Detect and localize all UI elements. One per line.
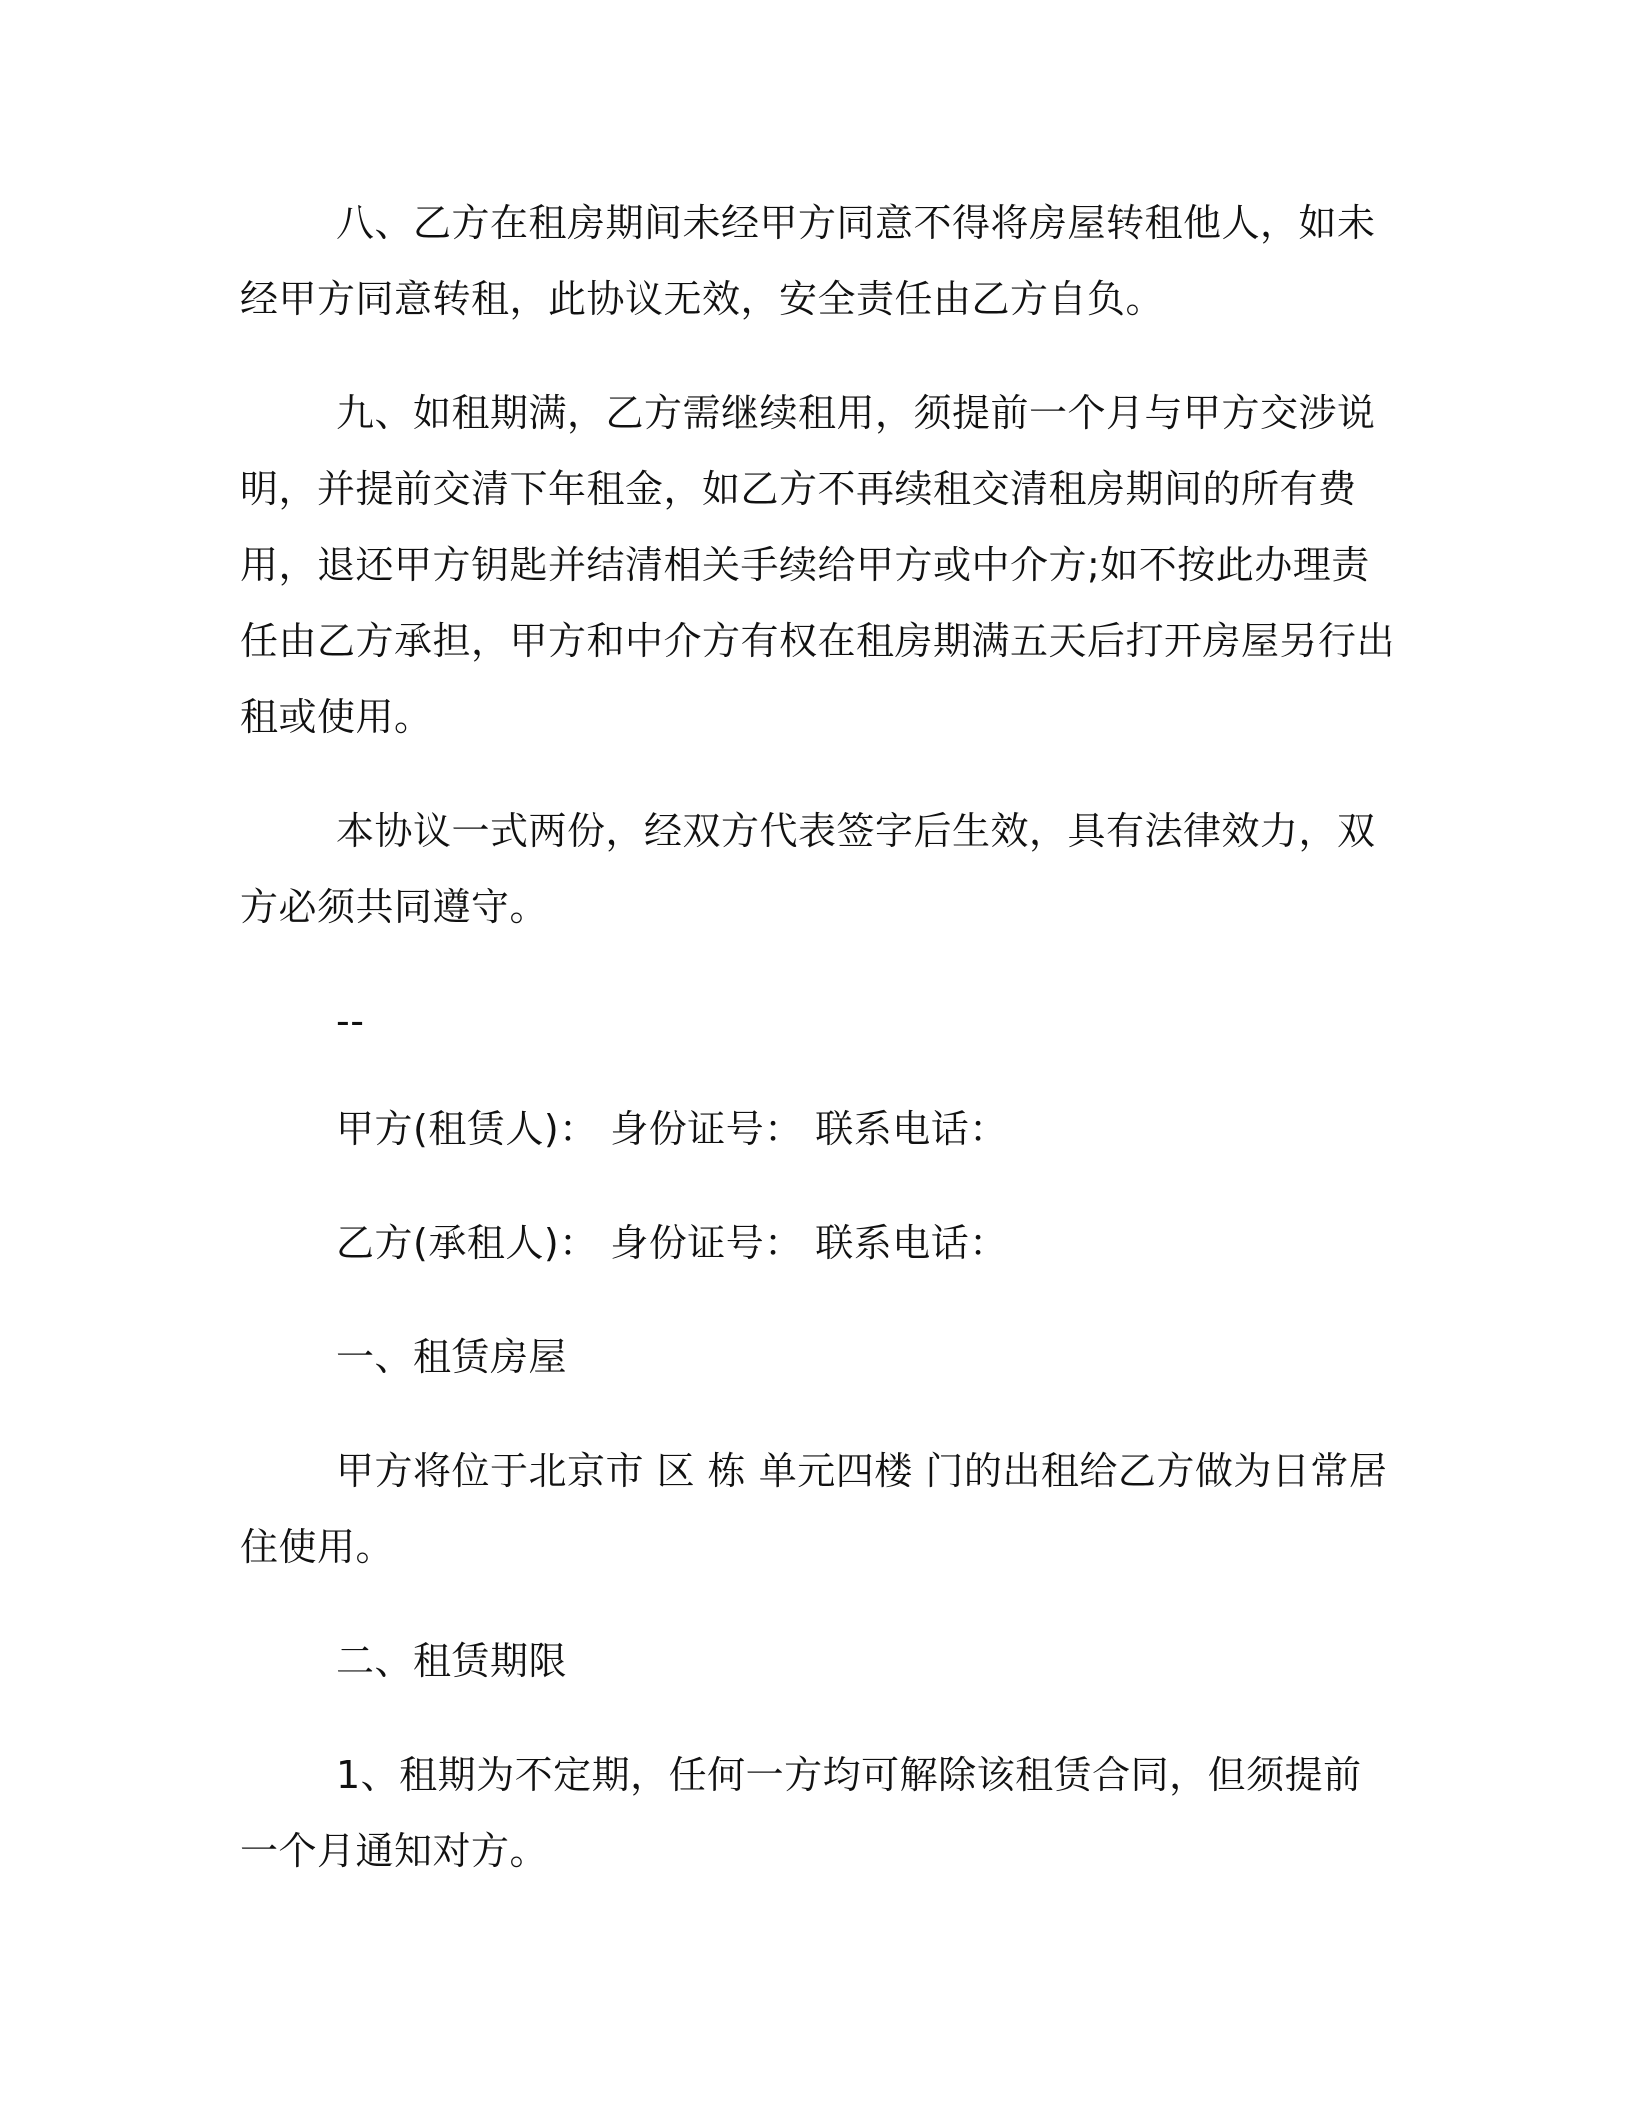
party-b-line: 乙方(承租人)： 身份证号： 联系电话： — [336, 1221, 1008, 1265]
clause-9: 九、如租期满，乙方需继续租用，须提前一个月与甲方交涉说明，并提前交清下年租金，如乙方不再续租交清租房期间的所有费用，退还甲方钥匙并结清相关手续给甲方或中介方;如不按此办理责任由乙方承担，甲方和中介方有权在租房期满五天后打开房屋另行出租或使用。 — [240, 391, 1396, 739]
section-heading-lease-term: 二、租赁期限 — [336, 1639, 568, 1683]
document-body — [240, 185, 1400, 1927]
agreement-copies-clause: 本协议一式两份，经双方代表签字后生效，具有法律效力，双方必须共同遵守。 — [240, 809, 1376, 929]
separator: -- — [336, 999, 365, 1043]
clause-8: 八、乙方在租房期间未经甲方同意不得将房屋转租他人，如未经甲方同意转租，此协议无效，安全责任由乙方自负。 — [240, 201, 1376, 321]
party-a-line: 甲方(租赁人)： 身份证号： 联系电话： — [336, 1107, 1008, 1151]
lease-premises-text: 甲方将位于北京市 区 栋 单元四楼 门的出租给乙方做为日常居住使用。 — [240, 1449, 1388, 1569]
lease-term-item-1: 1、租期为不定期，任何一方均可解除该租赁合同，但须提前一个月通知对方。 — [240, 1753, 1362, 1873]
section-heading-lease-premises: 一、租赁房屋 — [336, 1335, 568, 1379]
